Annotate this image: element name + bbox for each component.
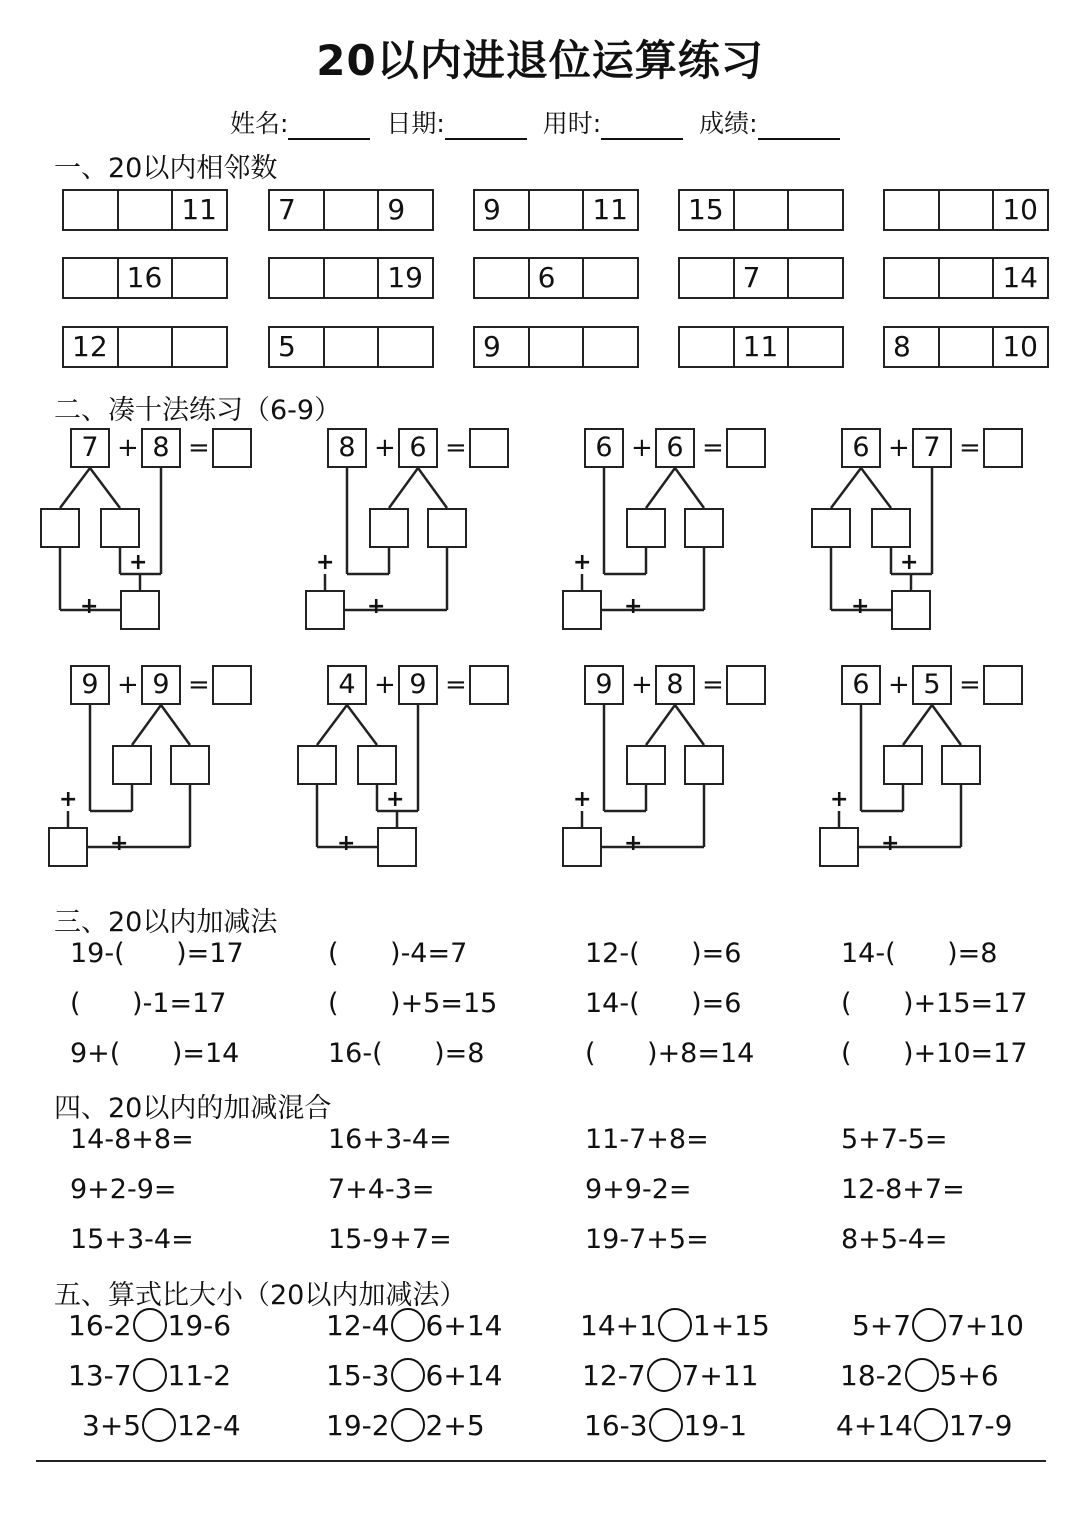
fill-blank-equation[interactable]: ( )-1=17 bbox=[70, 988, 227, 1019]
right-expression: 1+15 bbox=[692, 1308, 770, 1342]
answer-cell[interactable] bbox=[64, 191, 119, 229]
compare-circle[interactable] bbox=[649, 1408, 683, 1442]
neighbor-box bbox=[678, 189, 844, 231]
given-number-cell: 10 bbox=[1002, 330, 1038, 363]
answer-cell[interactable] bbox=[173, 328, 226, 366]
name-label: 姓名: bbox=[230, 109, 289, 138]
split-part-box[interactable] bbox=[883, 745, 923, 785]
addend-a-box: 8 bbox=[327, 428, 367, 468]
bottom-rule bbox=[36, 1460, 1046, 1462]
compare-circle[interactable] bbox=[133, 1308, 167, 1342]
plus-sign: + bbox=[374, 670, 396, 700]
neighbor-box bbox=[883, 257, 1049, 299]
sum-answer-box[interactable] bbox=[469, 428, 509, 468]
answer-cell[interactable] bbox=[735, 191, 790, 229]
split-part-box[interactable] bbox=[811, 508, 851, 548]
given-number-cell: 6 bbox=[530, 259, 585, 297]
section1-title: 一、20以内相邻数 bbox=[54, 153, 278, 184]
mixed-equation[interactable]: 7+4-3= bbox=[328, 1174, 435, 1205]
sum-answer-box[interactable] bbox=[726, 428, 766, 468]
fill-blank-equation[interactable]: ( )+15=17 bbox=[841, 988, 1028, 1019]
neighbor-box bbox=[268, 326, 434, 368]
plus-sign: + bbox=[80, 594, 99, 619]
answer-cell[interactable] bbox=[584, 328, 637, 366]
equals-sign: = bbox=[702, 670, 724, 700]
addend-b-box: 9 bbox=[398, 665, 438, 705]
score-label: 成绩: bbox=[699, 109, 758, 138]
plus-sign: + bbox=[59, 787, 78, 812]
given-number-cell: 11 bbox=[181, 193, 217, 226]
compare-circle[interactable] bbox=[912, 1308, 946, 1342]
given-number-cell: 9 bbox=[475, 191, 530, 229]
neighbor-box bbox=[883, 189, 1049, 231]
section3-title: 三、20以内加减法 bbox=[54, 907, 278, 938]
ten-sum-box[interactable] bbox=[377, 827, 417, 867]
plus-sign: + bbox=[624, 594, 643, 619]
plus-sign: + bbox=[881, 831, 900, 856]
right-expression: 7+10 bbox=[947, 1308, 1024, 1342]
fill-blank-equation[interactable]: ( )+8=14 bbox=[585, 1038, 755, 1069]
left-expression: 16-2 bbox=[68, 1308, 132, 1342]
make-ten-diagram bbox=[40, 665, 250, 865]
addend-b-box: 9 bbox=[141, 665, 181, 705]
answer-cell[interactable] bbox=[119, 328, 174, 366]
neighbor-box bbox=[62, 189, 228, 231]
split-part-box[interactable] bbox=[112, 745, 152, 785]
plus-sign: + bbox=[367, 594, 386, 619]
plus-sign: + bbox=[337, 831, 356, 856]
make-ten-diagram bbox=[297, 428, 507, 628]
split-part-box[interactable] bbox=[684, 745, 724, 785]
addend-a-box: 7 bbox=[70, 428, 110, 468]
mixed-equation[interactable]: 11-7+8= bbox=[585, 1124, 709, 1155]
compare-circle[interactable] bbox=[914, 1408, 948, 1442]
answer-cell[interactable] bbox=[940, 191, 995, 229]
split-part-box[interactable] bbox=[357, 745, 397, 785]
make-ten-diagram bbox=[811, 428, 1021, 628]
fill-blank-equation[interactable]: ( )+5=15 bbox=[328, 988, 498, 1019]
answer-cell[interactable] bbox=[680, 259, 735, 297]
ten-sum-box[interactable] bbox=[562, 827, 602, 867]
right-expression: 19-1 bbox=[683, 1408, 748, 1442]
compare-circle[interactable] bbox=[133, 1358, 167, 1392]
right-expression: 17-9 bbox=[948, 1408, 1013, 1442]
ten-sum-box[interactable] bbox=[819, 827, 859, 867]
answer-cell[interactable] bbox=[940, 328, 995, 366]
neighbor-box bbox=[268, 257, 434, 299]
time-field[interactable] bbox=[601, 112, 683, 140]
fill-blank-equation[interactable]: 14-( )=6 bbox=[585, 988, 742, 1019]
given-number-cell: 14 bbox=[1002, 261, 1038, 294]
comparison-item bbox=[840, 1358, 999, 1392]
page-title: 20以内进退位运算练习 bbox=[316, 36, 764, 85]
plus-sign: + bbox=[888, 433, 910, 463]
ten-sum-box[interactable] bbox=[891, 590, 931, 630]
split-part-box[interactable] bbox=[369, 508, 409, 548]
comparison-item bbox=[68, 1308, 231, 1342]
right-expression: 11-2 bbox=[167, 1358, 232, 1392]
date-field[interactable] bbox=[445, 112, 527, 140]
left-expression: 18-2 bbox=[840, 1358, 904, 1392]
answer-cell[interactable] bbox=[379, 328, 432, 366]
fill-blank-equation[interactable]: 12-( )=6 bbox=[585, 938, 742, 969]
right-expression: 2+5 bbox=[425, 1408, 485, 1442]
left-expression: 12-4 bbox=[326, 1308, 390, 1342]
answer-cell[interactable] bbox=[530, 328, 585, 366]
answer-cell[interactable] bbox=[173, 259, 226, 297]
plus-sign: + bbox=[316, 550, 335, 575]
neighbor-box bbox=[883, 326, 1049, 368]
name-field[interactable] bbox=[288, 112, 370, 140]
section2-title: 二、凑十法练习（6-9） bbox=[54, 395, 342, 426]
compare-circle[interactable] bbox=[391, 1308, 425, 1342]
split-part-box[interactable] bbox=[626, 745, 666, 785]
neighbor-box bbox=[268, 189, 434, 231]
split-part-box[interactable] bbox=[40, 508, 80, 548]
left-expression: 19-2 bbox=[326, 1408, 390, 1442]
equals-sign: = bbox=[702, 433, 724, 463]
comparison-item bbox=[82, 1408, 241, 1442]
plus-sign: + bbox=[117, 670, 139, 700]
answer-cell[interactable] bbox=[885, 191, 940, 229]
comparison-item bbox=[584, 1408, 747, 1442]
plus-sign: + bbox=[900, 550, 919, 575]
addend-b-box: 7 bbox=[912, 428, 952, 468]
mixed-equation[interactable]: 16+3-4= bbox=[328, 1124, 452, 1155]
section5-title: 五、算式比大小（20以内加减法） bbox=[54, 1280, 467, 1311]
mixed-equation[interactable]: 9+2-9= bbox=[70, 1174, 177, 1205]
left-expression: 15-3 bbox=[326, 1358, 390, 1392]
plus-sign: + bbox=[631, 670, 653, 700]
answer-cell[interactable] bbox=[680, 328, 735, 366]
plus-sign: + bbox=[386, 787, 405, 812]
split-part-box[interactable] bbox=[100, 508, 140, 548]
addend-a-box: 4 bbox=[327, 665, 367, 705]
right-expression: 6+14 bbox=[425, 1308, 503, 1342]
addend-b-box: 8 bbox=[655, 665, 695, 705]
neighbor-box bbox=[678, 257, 844, 299]
student-info-row bbox=[230, 104, 848, 140]
right-expression: 7+11 bbox=[681, 1358, 759, 1392]
addend-b-box: 5 bbox=[912, 665, 952, 705]
equals-sign: = bbox=[188, 670, 210, 700]
split-part-box[interactable] bbox=[871, 508, 911, 548]
mixed-equation[interactable]: 8+5-4= bbox=[841, 1224, 948, 1255]
mixed-equation[interactable]: 5+7-5= bbox=[841, 1124, 948, 1155]
answer-cell[interactable] bbox=[789, 259, 842, 297]
answer-cell[interactable] bbox=[325, 259, 380, 297]
comparison-item bbox=[326, 1408, 485, 1442]
neighbor-box bbox=[62, 257, 228, 299]
compare-circle[interactable] bbox=[647, 1358, 681, 1392]
make-ten-diagram bbox=[811, 665, 1021, 865]
sum-answer-box[interactable] bbox=[469, 665, 509, 705]
addend-b-box: 8 bbox=[141, 428, 181, 468]
mixed-equation[interactable]: 12-8+7= bbox=[841, 1174, 965, 1205]
answer-cell[interactable] bbox=[270, 259, 325, 297]
given-number-cell: 7 bbox=[735, 259, 790, 297]
compare-circle[interactable] bbox=[658, 1308, 692, 1342]
answer-cell[interactable] bbox=[789, 191, 842, 229]
time-label: 用时: bbox=[542, 109, 602, 138]
equals-sign: = bbox=[188, 433, 210, 463]
left-expression: 16-3 bbox=[584, 1408, 648, 1442]
sum-answer-box[interactable] bbox=[212, 428, 252, 468]
sum-answer-box[interactable] bbox=[212, 665, 252, 705]
score-field[interactable] bbox=[758, 112, 840, 140]
left-expression: 3+5 bbox=[82, 1408, 142, 1442]
ten-sum-box[interactable] bbox=[562, 590, 602, 630]
fill-blank-equation[interactable]: ( )-4=7 bbox=[328, 938, 468, 969]
given-number-cell: 11 bbox=[735, 328, 790, 366]
plus-sign: + bbox=[573, 787, 592, 812]
answer-cell[interactable] bbox=[885, 259, 940, 297]
answer-cell[interactable] bbox=[325, 328, 380, 366]
addend-a-box: 6 bbox=[584, 428, 624, 468]
right-expression: 12-4 bbox=[177, 1408, 241, 1442]
comparison-item bbox=[582, 1358, 758, 1392]
answer-cell[interactable] bbox=[789, 328, 842, 366]
answer-cell[interactable] bbox=[325, 191, 380, 229]
compare-circle[interactable] bbox=[142, 1408, 176, 1442]
left-expression: 14+1 bbox=[580, 1308, 657, 1342]
fill-blank-equation[interactable]: ( )+10=17 bbox=[841, 1038, 1028, 1069]
equals-sign: = bbox=[445, 670, 467, 700]
left-expression: 4+14 bbox=[836, 1408, 913, 1442]
compare-circle[interactable] bbox=[905, 1358, 939, 1392]
left-expression: 13-7 bbox=[68, 1358, 132, 1392]
given-number-cell: 11 bbox=[592, 193, 628, 226]
split-part-box[interactable] bbox=[684, 508, 724, 548]
fill-blank-equation[interactable]: 9+( )=14 bbox=[70, 1038, 240, 1069]
answer-cell[interactable] bbox=[64, 259, 119, 297]
right-expression: 19-6 bbox=[167, 1308, 232, 1342]
split-part-box[interactable] bbox=[941, 745, 981, 785]
make-ten-diagram bbox=[40, 428, 250, 628]
equals-sign: = bbox=[445, 433, 467, 463]
comparison-item bbox=[836, 1408, 1012, 1442]
addend-b-box: 6 bbox=[655, 428, 695, 468]
comparison-item bbox=[68, 1358, 231, 1392]
split-part-box[interactable] bbox=[297, 745, 337, 785]
addend-b-box: 6 bbox=[398, 428, 438, 468]
neighbor-box bbox=[473, 257, 639, 299]
neighbor-box bbox=[473, 189, 639, 231]
fill-blank-equation[interactable]: 14-( )=8 bbox=[841, 938, 998, 969]
plus-sign: + bbox=[573, 550, 592, 575]
plus-sign: + bbox=[851, 594, 870, 619]
sum-answer-box[interactable] bbox=[726, 665, 766, 705]
addend-a-box: 9 bbox=[584, 665, 624, 705]
mixed-equation[interactable]: 15+3-4= bbox=[70, 1224, 194, 1255]
given-number-cell: 12 bbox=[64, 328, 119, 366]
neighbor-box bbox=[62, 326, 228, 368]
split-part-box[interactable] bbox=[170, 745, 210, 785]
given-number-cell: 5 bbox=[270, 328, 325, 366]
comparison-item bbox=[326, 1358, 502, 1392]
plus-sign: + bbox=[830, 787, 849, 812]
addend-a-box: 9 bbox=[70, 665, 110, 705]
ten-sum-box[interactable] bbox=[48, 827, 88, 867]
make-ten-diagram bbox=[554, 428, 764, 628]
neighbor-box bbox=[678, 326, 844, 368]
given-number-cell: 9 bbox=[387, 193, 406, 226]
answer-cell[interactable] bbox=[475, 259, 530, 297]
given-number-cell: 9 bbox=[475, 328, 530, 366]
fill-blank-equation[interactable]: 16-( )=8 bbox=[328, 1038, 485, 1069]
make-ten-diagram bbox=[297, 665, 507, 865]
given-number-cell: 8 bbox=[885, 328, 940, 366]
ten-sum-box[interactable] bbox=[120, 590, 160, 630]
comparison-item bbox=[580, 1308, 770, 1342]
section4-title: 四、20以内的加减混合 bbox=[54, 1093, 332, 1124]
neighbor-box bbox=[473, 326, 639, 368]
compare-circle[interactable] bbox=[391, 1358, 425, 1392]
answer-cell[interactable] bbox=[119, 191, 174, 229]
given-number-cell: 19 bbox=[387, 261, 423, 294]
plus-sign: + bbox=[888, 670, 910, 700]
given-number-cell: 7 bbox=[270, 191, 325, 229]
plus-sign: + bbox=[374, 433, 396, 463]
equals-sign: = bbox=[959, 433, 981, 463]
plus-sign: + bbox=[624, 831, 643, 856]
answer-cell[interactable] bbox=[530, 191, 585, 229]
date-label: 日期: bbox=[386, 109, 445, 138]
plus-sign: + bbox=[110, 831, 129, 856]
plus-sign: + bbox=[129, 550, 148, 575]
addend-a-box: 6 bbox=[841, 428, 881, 468]
sum-answer-box[interactable] bbox=[983, 665, 1023, 705]
given-number-cell: 15 bbox=[680, 191, 735, 229]
compare-circle[interactable] bbox=[391, 1408, 425, 1442]
equals-sign: = bbox=[959, 670, 981, 700]
sum-answer-box[interactable] bbox=[983, 428, 1023, 468]
answer-cell[interactable] bbox=[584, 259, 637, 297]
answer-cell[interactable] bbox=[940, 259, 995, 297]
left-expression: 5+7 bbox=[852, 1308, 912, 1342]
right-expression: 5+6 bbox=[939, 1358, 999, 1392]
plus-sign: + bbox=[631, 433, 653, 463]
right-expression: 6+14 bbox=[425, 1358, 503, 1392]
mixed-equation[interactable]: 14-8+8= bbox=[70, 1124, 194, 1155]
left-expression: 12-7 bbox=[582, 1358, 646, 1392]
addend-a-box: 6 bbox=[841, 665, 881, 705]
comparison-item bbox=[326, 1308, 502, 1342]
mixed-equation[interactable]: 15-9+7= bbox=[328, 1224, 452, 1255]
mixed-equation[interactable]: 9+9-2= bbox=[585, 1174, 692, 1205]
plus-sign: + bbox=[117, 433, 139, 463]
comparison-item bbox=[852, 1308, 1024, 1342]
given-number-cell: 10 bbox=[1002, 193, 1038, 226]
given-number-cell: 16 bbox=[119, 259, 174, 297]
ten-sum-box[interactable] bbox=[305, 590, 345, 630]
split-part-box[interactable] bbox=[626, 508, 666, 548]
split-part-box[interactable] bbox=[427, 508, 467, 548]
make-ten-diagram bbox=[554, 665, 764, 865]
mixed-equation[interactable]: 19-7+5= bbox=[585, 1224, 709, 1255]
fill-blank-equation[interactable]: 19-( )=17 bbox=[70, 938, 244, 969]
